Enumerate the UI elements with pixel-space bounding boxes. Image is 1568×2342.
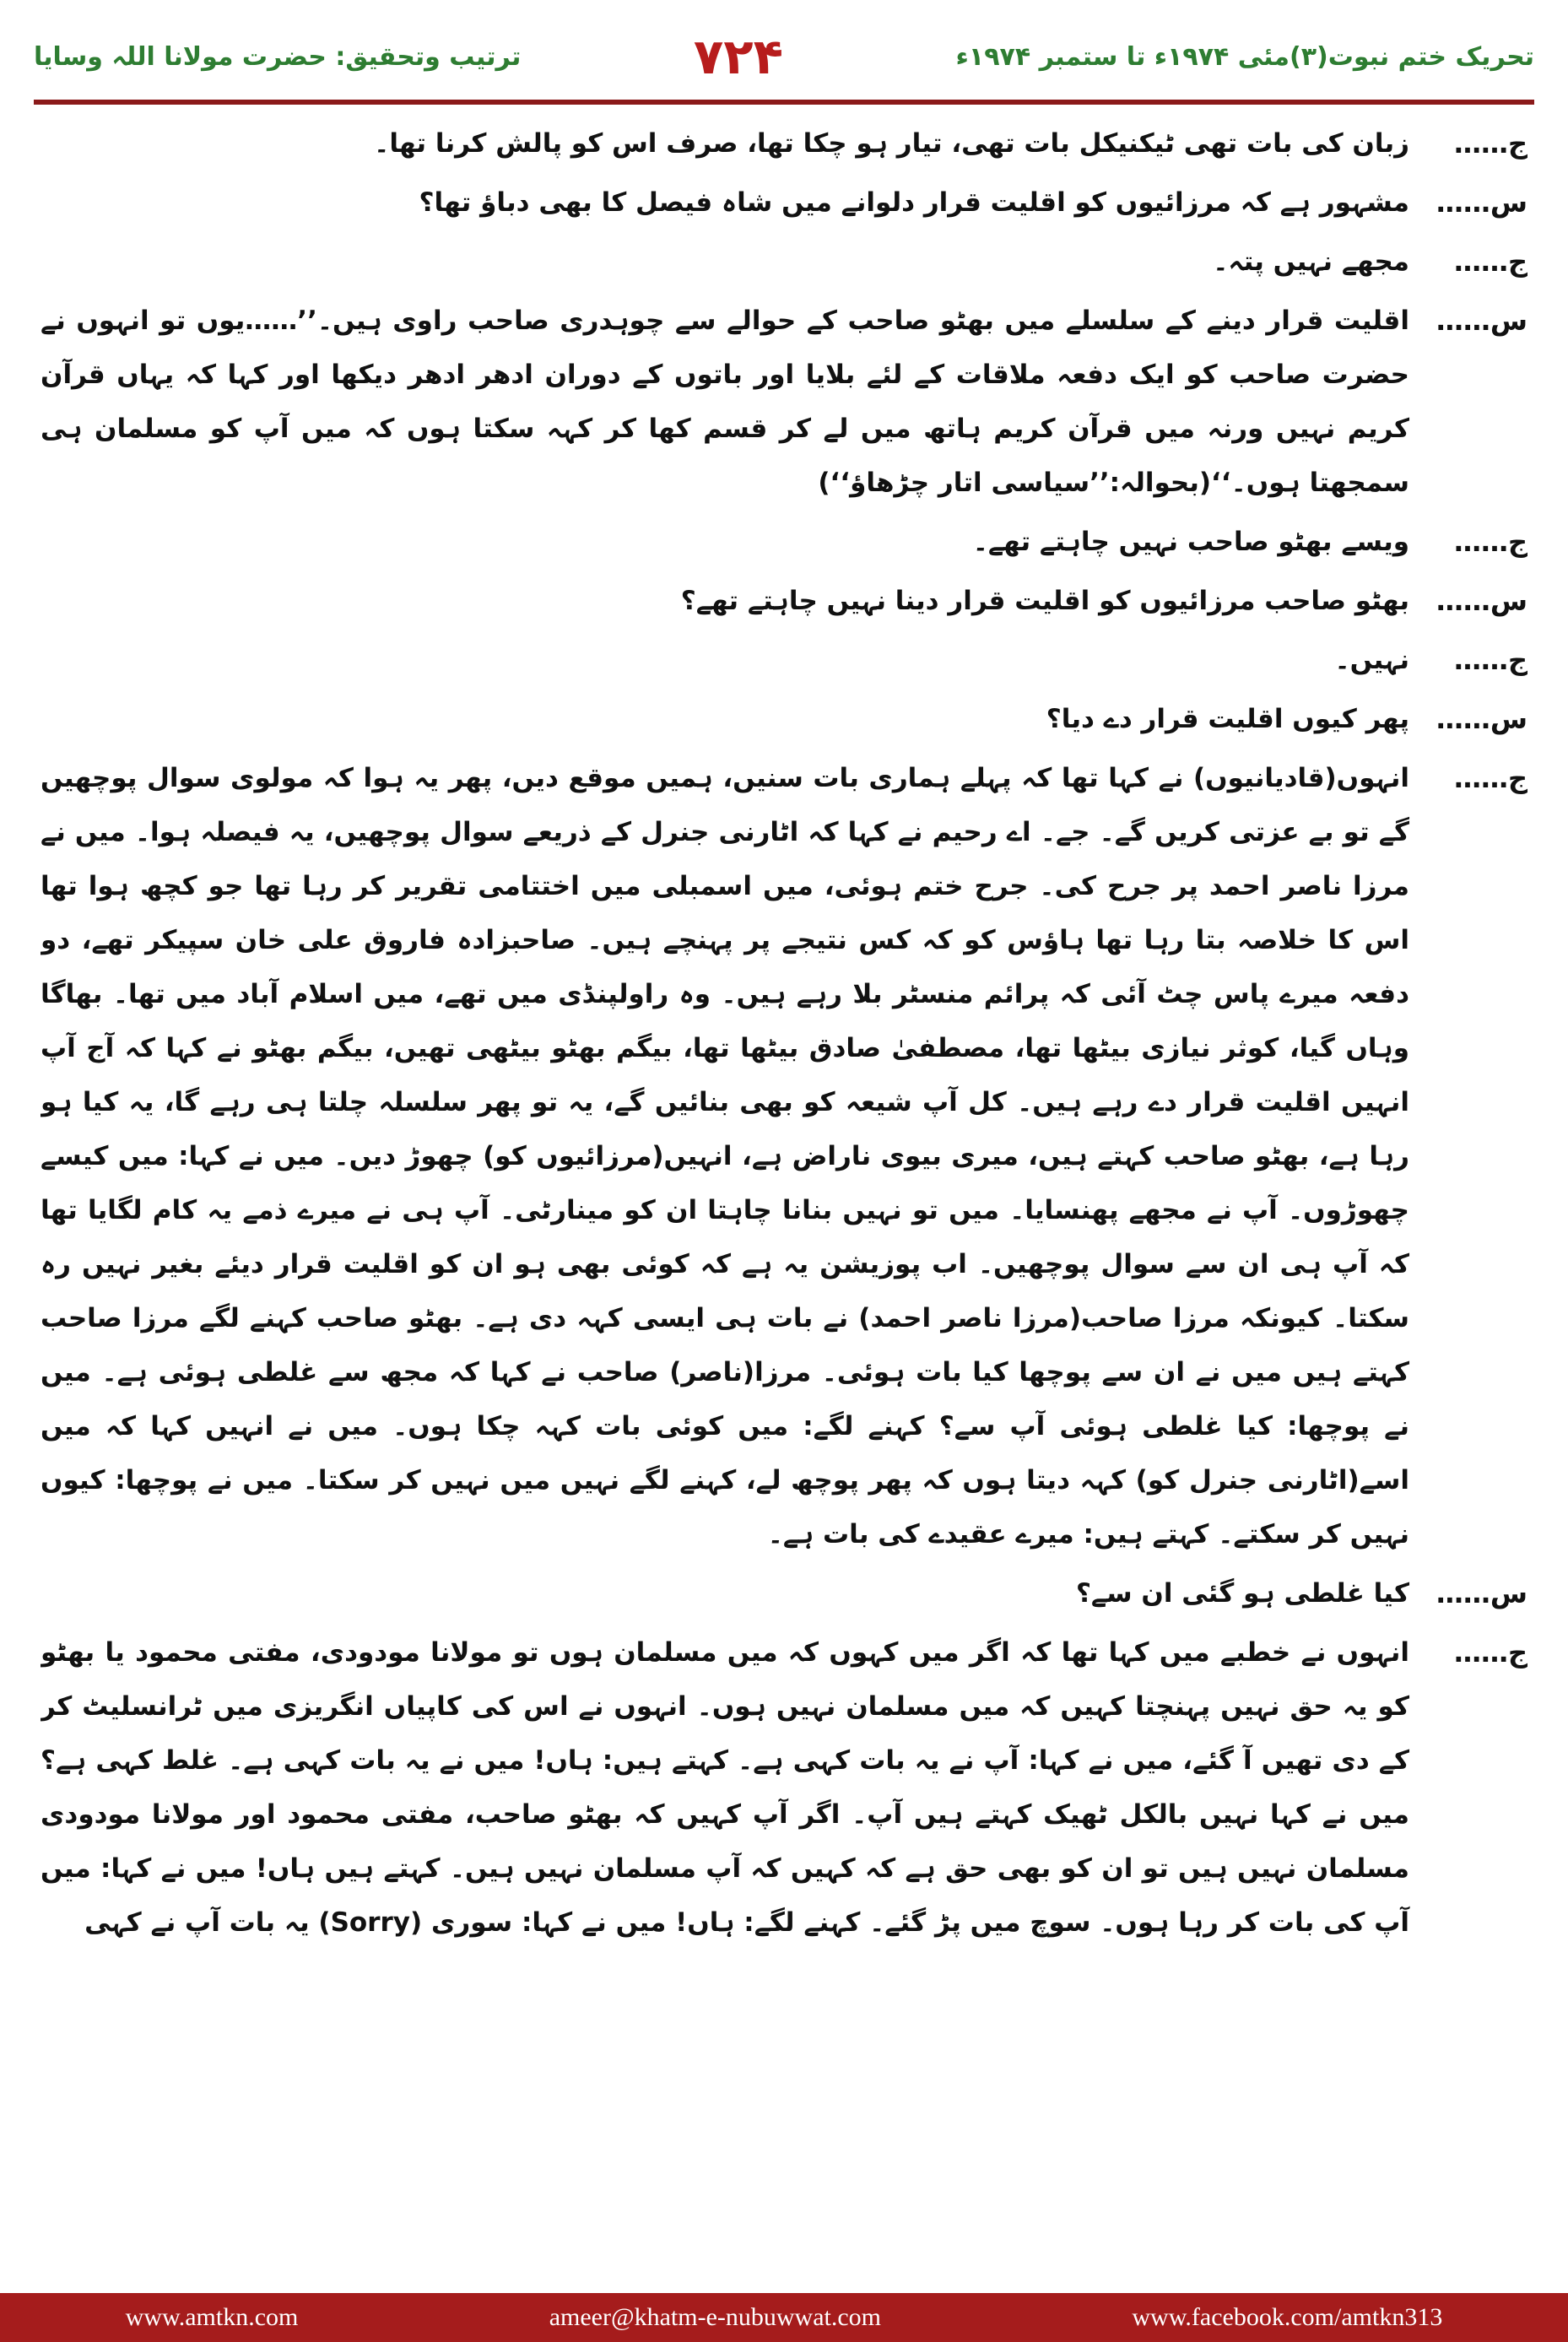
entry-text: ویسے بھٹو صاحب نہیں چاہتے تھے۔ — [972, 527, 1409, 557]
entry-text: کیا غلطی ہو گئی ان سے؟ — [1075, 1578, 1409, 1609]
speaker-label: س…… — [1436, 703, 1527, 735]
speaker-label: ج…… — [1453, 127, 1527, 160]
qa-entry — [41, 235, 1527, 289]
speaker-label: س…… — [1436, 1577, 1527, 1609]
speaker-label: س…… — [1436, 305, 1527, 337]
qa-entry — [41, 116, 1527, 170]
email-link[interactable]: ameer@khatm-e-nubuwwat.com — [549, 2303, 882, 2331]
facebook-link[interactable]: www.facebook.com/amtkn313 — [1132, 2303, 1443, 2331]
qa-entry — [41, 692, 1527, 746]
qa-entry — [41, 1566, 1527, 1620]
qa-entry — [41, 751, 1527, 1561]
page-footer — [0, 2293, 1568, 2342]
entry-text: پھر کیوں اقلیت قرار دے دیا؟ — [1046, 704, 1409, 734]
qa-entry — [41, 294, 1527, 510]
page-header — [34, 19, 1534, 95]
header-divider — [34, 100, 1534, 105]
qa-entry — [41, 574, 1527, 628]
entry-text: بھٹو صاحب مرزائیوں کو اقلیت قرار دینا نہیں چاہتے تھے؟ — [680, 586, 1409, 616]
compiler-credit: ترتیب وتحقیق: حضرت مولانا اللہ وسایا — [34, 41, 522, 72]
qa-entry — [41, 515, 1527, 569]
speaker-label: س…… — [1436, 187, 1527, 219]
speaker-label: س…… — [1436, 585, 1527, 617]
entry-text: اقلیت قرار دینے کے سلسلے میں بھٹو صاحب کے حوالے سے چوہدری صاحب راوی ہیں۔’’……یوں تو انہوں نے حضرت صاحب کو ایک دفعہ ملاقات کے لئے بلایا اور باتوں کے دوران ادھر ادھر دیکھا اور کہا کہ یہاں قرآن کریم نہیں ورنہ میں قرآن کریم ہاتھ میں لے کر قسم کھا کر کہہ سکتا ہوں کہ میں آپ کو مسلمان ہی سمجھتا ہوں۔‘‘(بحوالہ:’’سیاسی اتار چڑھاؤ‘‘) — [41, 306, 1409, 498]
entry-text: انہوں(قادیانیوں) نے کہا تھا کہ پہلے ہماری بات سنیں، ہمیں موقع دیں، پھر یہ ہوا کہ مولوی سوال پوچھیں گے تو بے عزتی کریں گے۔ جے۔ اے رحیم نے کہا کہ اٹارنی جنرل کے ذریعے سوال پوچھیں، یہ فیصلہ ہوا۔ میں نے مرزا ناصر احمد پر جرح کی۔ جرح ختم ہوئی، میں اسمبلی میں اختتامی تقریر کر رہا تھا جو کچھ ہوا تھا اس کا خلاصہ بتا رہا تھا ہاؤس کو کہ کس نتیجے پر پہنچے ہیں۔ صاحبزادہ فاروق علی خان سپیکر تھے، دو دفعہ میرے پاس چٹ آئی کہ پرائم منسٹر بلا رہے ہیں۔ وہ راولپنڈی میں تھے، میں اسلام آباد میں تھا۔ بھاگا وہاں گیا، کوثر نیازی بیٹھا تھا، مصطفیٰ صادق بیٹھا تھا، بیگم بھٹو بیٹھی تھیں، بیگم بھٹو نے کہا کہ آج آپ انہیں اقلیت قرار دے رہے ہیں۔ کل آپ شیعہ کو بھی بنائیں گے، یہ تو پھر سلسلہ چلتا ہی رہے گا، یہ کیا ہو رہا ہے، بھٹو صاحب کہتے ہیں، میری بیوی ناراض ہے، انہیں(مرزائیوں کو) چھوڑ دیں۔ میں نے کہا: میں کیسے چھوڑوں۔ آپ نے مجھے پھنسایا۔ میں تو نہیں بنانا چاہتا ان کو مینارٹی۔ آپ ہی نے میرے ذمے یہ کام لگایا تھا کہ آپ ہی ان سے سوال پوچھیں۔ اب پوزیشن یہ ہے کہ کوئی بھی ہو ان کو اقلیت قرار دیئے بغیر نہیں رہ سکتا۔ کیونکہ مرزا صاحب(مرزا ناصر احمد) نے بات ہی ایسی کہہ دی ہے۔ بھٹو صاحب کہنے لگے مرزا صاحب کہتے ہیں میں نے ان سے پوچھا کیا بات ہوئی۔ مرزا(ناصر) صاحب نے کہا کہ مجھ سے غلطی ہوئی ہے۔ میں نے پوچھا: کیا غلطی ہوئی آپ سے؟ کہنے لگے: میں کوئی بات کہہ چکا ہوں۔ میں نے انہیں کہا کہ میں اسے(اٹارنی جنرل کو) کہہ دیتا ہوں کہ پھر پوچھ لے، کہنے لگے نہیں میں نہیں کر سکتا۔ میں نے پوچھا: کیوں نہیں کر سکتے۔ کہتے ہیں: میرے عقیدے کی بات ہے۔ — [41, 763, 1409, 1550]
interview-body — [41, 116, 1527, 2277]
qa-entry — [41, 176, 1527, 230]
website-link[interactable]: www.amtkn.com — [125, 2303, 299, 2331]
qa-entry — [41, 633, 1527, 687]
speaker-label: ج…… — [1453, 246, 1527, 278]
speaker-label: ج…… — [1453, 1636, 1527, 1669]
page-number: ۷۲۴ — [693, 28, 784, 85]
book-title: تحریک ختم نبوت(۳)مئی ۱۹۷۴ء تا ستمبر ۱۹۷۴ء — [955, 41, 1534, 72]
entry-text: مجھے نہیں پتہ۔ — [1213, 246, 1409, 277]
qa-entry — [41, 1625, 1527, 1950]
speaker-label: ج…… — [1453, 762, 1527, 794]
entry-text: نہیں۔ — [1334, 645, 1409, 675]
speaker-label: ج…… — [1453, 644, 1527, 676]
speaker-label: ج…… — [1453, 526, 1527, 558]
entry-text: مشہور ہے کہ مرزائیوں کو اقلیت قرار دلوانے میں شاہ فیصل کا بھی دباؤ تھا؟ — [419, 187, 1409, 218]
entry-text: زبان کی بات تھی ٹیکنیکل بات تھی، تیار ہو چکا تھا، صرف اس کو پالش کرنا تھا۔ — [374, 128, 1409, 159]
entry-text: انہوں نے خطبے میں کہا تھا کہ اگر میں کہوں کہ میں مسلمان ہوں تو مولانا مودودی، مفتی محمود یا بھٹو کو یہ حق نہیں پہنچتا کہیں کہ میں مسلمان نہیں ہوں۔ انہوں نے اس کی کاپیاں انگریزی میں ٹرانسلیٹ کر کے دی تھیں آ گئے، میں نے کہا: آپ نے یہ بات کہی ہے۔ کہتے ہیں: ہاں! میں نے یہ بات کہی ہے۔ غلط کہی ہے؟ میں نے کہا نہیں بالکل ٹھیک کہتے ہیں آپ۔ اگر آپ کہیں کہ بھٹو صاحب، مفتی محمود اور مولانا مودودی مسلمان نہیں ہیں تو ان کو بھی حق ہے کہ کہیں کہ آپ مسلمان نہیں ہیں۔ کہتے ہیں ہاں! میں نے کہا: میں آپ کی بات کر رہا ہوں۔ سوچ میں پڑ گئے۔ کہنے لگے: ہاں! میں نے کہا: سوری (Sorry) یہ بات آپ نے کہی — [41, 1637, 1409, 1938]
